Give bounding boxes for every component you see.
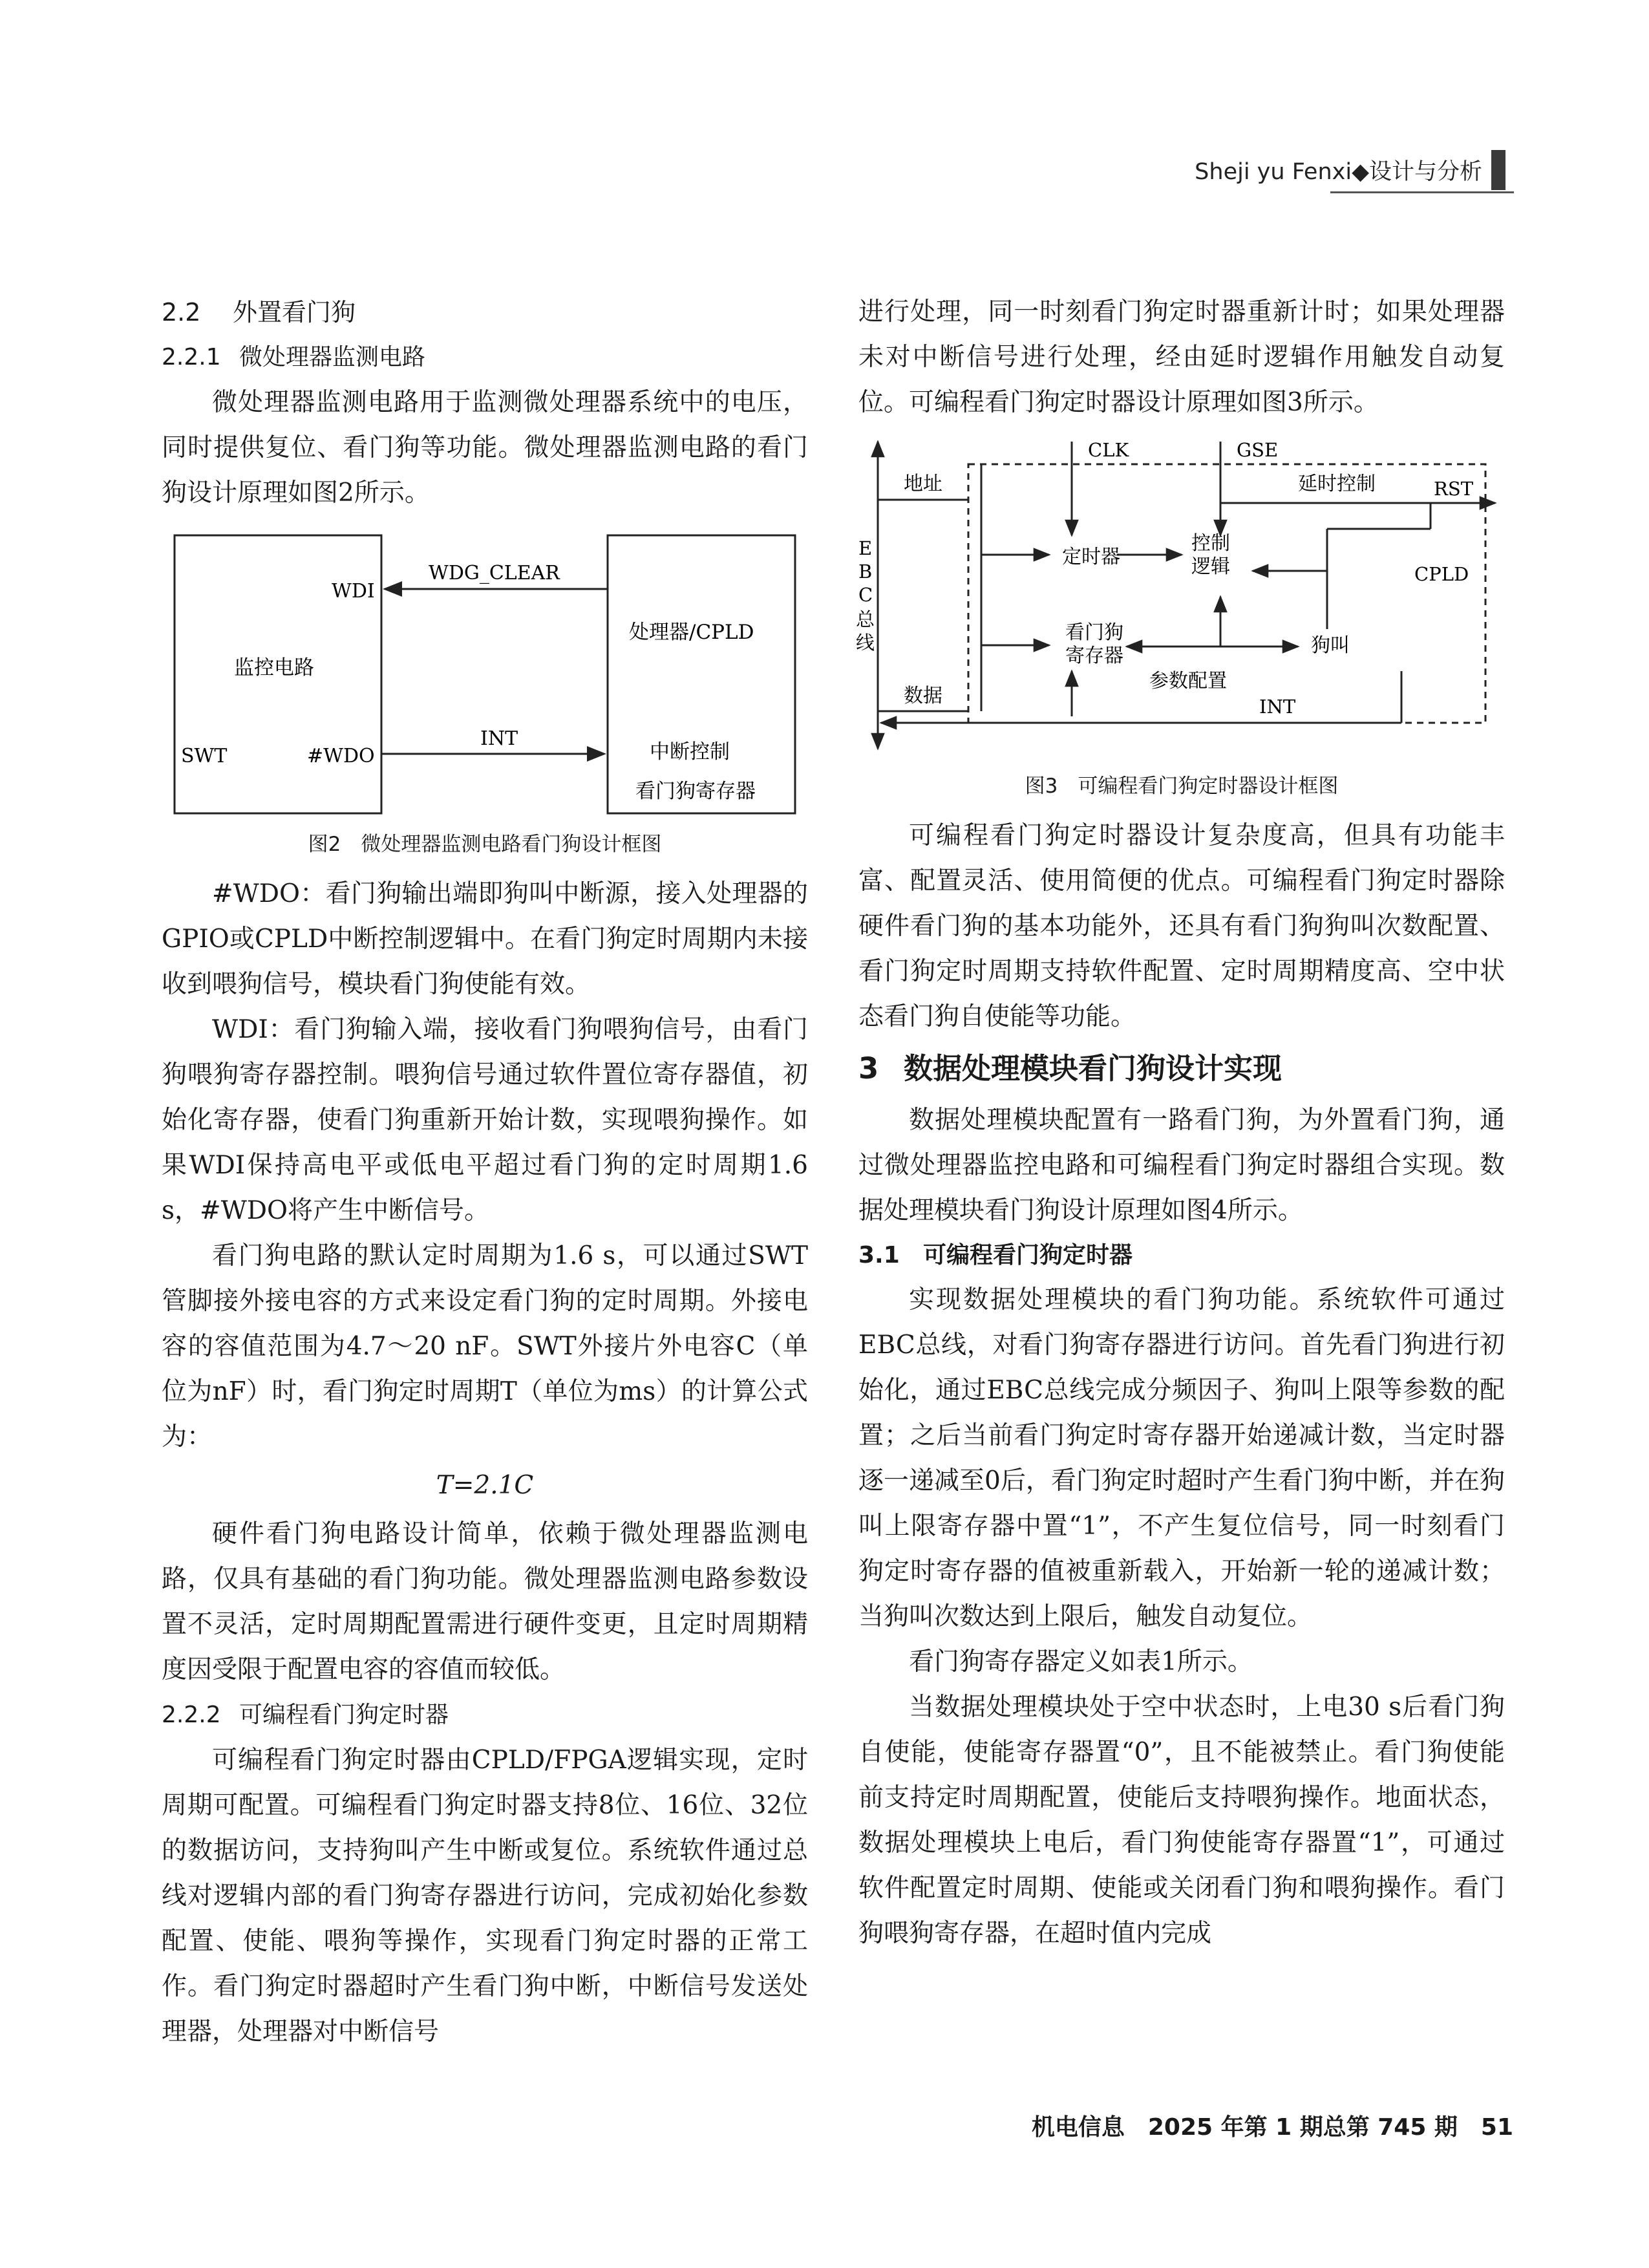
page-footer: 机电信息 2025 年第 1 期总第 745 期 51 (1031, 2114, 1513, 2141)
delay-label: 延时控制 (1298, 473, 1376, 495)
wdg-clear-label: WDG_CLEAR (429, 562, 560, 584)
heading-number: 3.1 (858, 1242, 900, 1268)
heading-title: 外置看门狗 (233, 298, 356, 326)
irq-label: 中断控制 (650, 740, 730, 764)
wdreg-label: 看门狗寄存器 (635, 780, 756, 803)
gse-label: GSE (1237, 439, 1279, 461)
ebc-label-c: C (858, 584, 873, 606)
heading-3-1 (858, 1234, 1505, 1278)
figure-2-caption: 图2 微处理器监测电路看门狗设计框图 (308, 833, 662, 856)
param-label: 参数配置 (1149, 670, 1227, 692)
ctrl-label-1: 控制 (1191, 532, 1230, 555)
heading-title: 微处理器监测电路 (239, 344, 426, 370)
heading-number: 3 (858, 1051, 879, 1086)
running-header (1195, 147, 1505, 193)
heading-title: 可编程看门狗定时器 (923, 1242, 1133, 1268)
figure-3 (858, 438, 1505, 804)
paragraph: 微处理器监测电路用于监测微处理器系统中的电压，同时提供复位、看门狗等功能。微处理器监测电路的看门狗设计原理如图2所示。 (162, 388, 808, 508)
addr-label: 地址 (904, 473, 942, 495)
paragraph: 当数据处理模块处于空中状态时，上电30 s后看门狗自使能，使能寄存器置“0”，且不能被禁止。看门狗使能前支持定时周期配置，使能后支持喂狗操作。地面状态，数据处理模块上电后，看门狗使能寄存器置“1”，可通过软件配置定时周期、使能或关闭看门狗和喂狗操作。看门狗喂狗寄存器，在超时值内完成 (858, 1693, 1505, 1948)
paragraph: #WDO：看门狗输出端即狗叫中断源，接入处理器的GPIO或CPLD中断控制逻辑中。在看门狗定时周期内未接收到喂狗信号，模块看门狗使能有效。 (162, 879, 808, 999)
int-label: INT (1259, 696, 1296, 718)
cpld-label: CPLD (1414, 563, 1469, 585)
cpu-box (608, 535, 795, 813)
ebc-label-bus1: 总 (856, 608, 875, 630)
data-label: 数据 (904, 685, 942, 707)
formula: T=2.1C (436, 1471, 534, 1500)
heading-title: 数据处理模块看门狗设计实现 (904, 1051, 1282, 1086)
heading-2-2-2 (162, 1693, 808, 1738)
swt-label: SWT (181, 745, 228, 767)
paragraph: WDI：看门狗输入端，接收看门狗喂狗信号，由看门狗喂狗寄存器控制。喂狗信号通过软件置位寄存器值，初始化寄存器，使看门狗重新开始计数，实现喂狗操作。如果WDI保持高电平或低电平超过看门狗的定时周期1.6 s，#WDO将产生中断信号。 (162, 1015, 808, 1225)
heading-title: 可编程看门狗定时器 (239, 1702, 449, 1728)
paragraph: 可编程看门狗定时器设计复杂度高，但具有功能丰富、配置灵活、使用简便的优点。可编程看门狗定时器除硬件看门狗的基本功能外，还具有看门狗狗叫次数配置、看门狗定时周期支持软件配置、定时周期精度高、空中状态看门狗自使能等功能。 (858, 821, 1505, 1031)
paragraph: 数据处理模块配置有一路看门狗，为外置看门狗，通过微处理器监控电路和可编程看门狗定时器组合实现。数据处理模块看门狗设计原理如图4所示。 (858, 1106, 1505, 1225)
left-column (162, 290, 808, 2055)
heading-2-2 (162, 290, 808, 335)
paragraph: 看门狗寄存器定义如表1所示。 (909, 1647, 1253, 1676)
cpu-label: 处理器/CPLD (629, 621, 754, 644)
paragraph: 硬件看门狗电路设计简单，依赖于微处理器监测电路，仅具有基础的看门狗功能。微处理器监测电路参数设置不灵活，定时周期配置需进行硬件变更，且定时周期精度因受限于配置电容的容值而较低。 (162, 1519, 808, 1684)
header-rule (1330, 191, 1514, 193)
ebc-label-bus2: 线 (856, 632, 875, 654)
int-label: INT (480, 727, 518, 750)
clk-label: CLK (1088, 439, 1129, 461)
heading-number: 2.2 (162, 298, 201, 326)
rst-label: RST (1434, 478, 1474, 500)
ebc-label-b: B (858, 561, 873, 583)
figure-2-diagram (162, 528, 808, 812)
paragraph: 实现数据处理模块的看门狗功能。系统软件可通过EBC总线，对看门狗寄存器进行访问。首先看门狗进行初始化，通过EBC总线完成分频因子、狗叫上限等参数的配置；之后当前看门狗定时寄存器开始递减计数，当定时器逐一递减至0后，看门狗定时超时产生看门狗中断，并在狗叫上限寄存器中置“1”，不产生复位信号，同一时刻看门狗定时寄存器的值被重新载入，开始新一轮的递减计数；当狗叫次数达到上限后，触发自动复位。 (858, 1285, 1505, 1631)
timer-label: 定时器 (1062, 546, 1120, 568)
heading-number: 2.2.2 (162, 1702, 221, 1728)
ebc-label-e: E (858, 537, 873, 559)
heading-number: 2.2.1 (162, 344, 221, 370)
heading-2-2-1 (162, 335, 808, 380)
heading-3 (858, 1040, 1505, 1098)
monitor-label: 监控电路 (234, 656, 314, 679)
wdo-label: #WDO (307, 745, 375, 767)
paragraph: 看门狗电路的默认定时周期为1.6 s，可以通过SWT管脚接外接电容的方式来设定看门狗的定时周期。外接电容的容值范围为4.7～20 nF。SWT外接片外电容C（单位为nF）时，看门狗定时周期T（单位为ms）的计算公式为： (162, 1241, 809, 1451)
figure-2 (162, 528, 808, 862)
ctrl-label-2: 逻辑 (1191, 555, 1230, 578)
header-text: Sheji yu Fenxi◆设计与分析 (1195, 159, 1482, 185)
bark-label: 狗叫 (1311, 634, 1350, 657)
right-column (858, 290, 1505, 1956)
wdreg-label-1: 看门狗 (1065, 621, 1123, 644)
header-bar (1491, 150, 1505, 190)
wdreg-label-2: 寄存器 (1065, 645, 1123, 667)
figure-3-diagram (858, 438, 1505, 762)
figure-3-caption: 图3 可编程看门狗定时器设计框图 (1025, 775, 1339, 798)
paragraph: 进行处理，同一时刻看门狗定时器重新计时；如果处理器未对中断信号进行处理，经由延时逻辑作用触发自动复位。可编程看门狗定时器设计原理如图3所示。 (858, 297, 1505, 417)
paragraph: 可编程看门狗定时器由CPLD/FPGA逻辑实现，定时周期可配置。可编程看门狗定时器支持8位、16位、32位的数据访问，支持狗叫产生中断或复位。系统软件通过总线对逻辑内部的看门狗寄存器进行访问，完成初始化参数配置、使能、喂狗等操作，实现看门狗定时器的正常工作。看门狗定时器超时产生看门狗中断，中断信号发送处理器，处理器对中断信号 (162, 1746, 808, 2046)
wdi-label: WDI (332, 580, 375, 603)
